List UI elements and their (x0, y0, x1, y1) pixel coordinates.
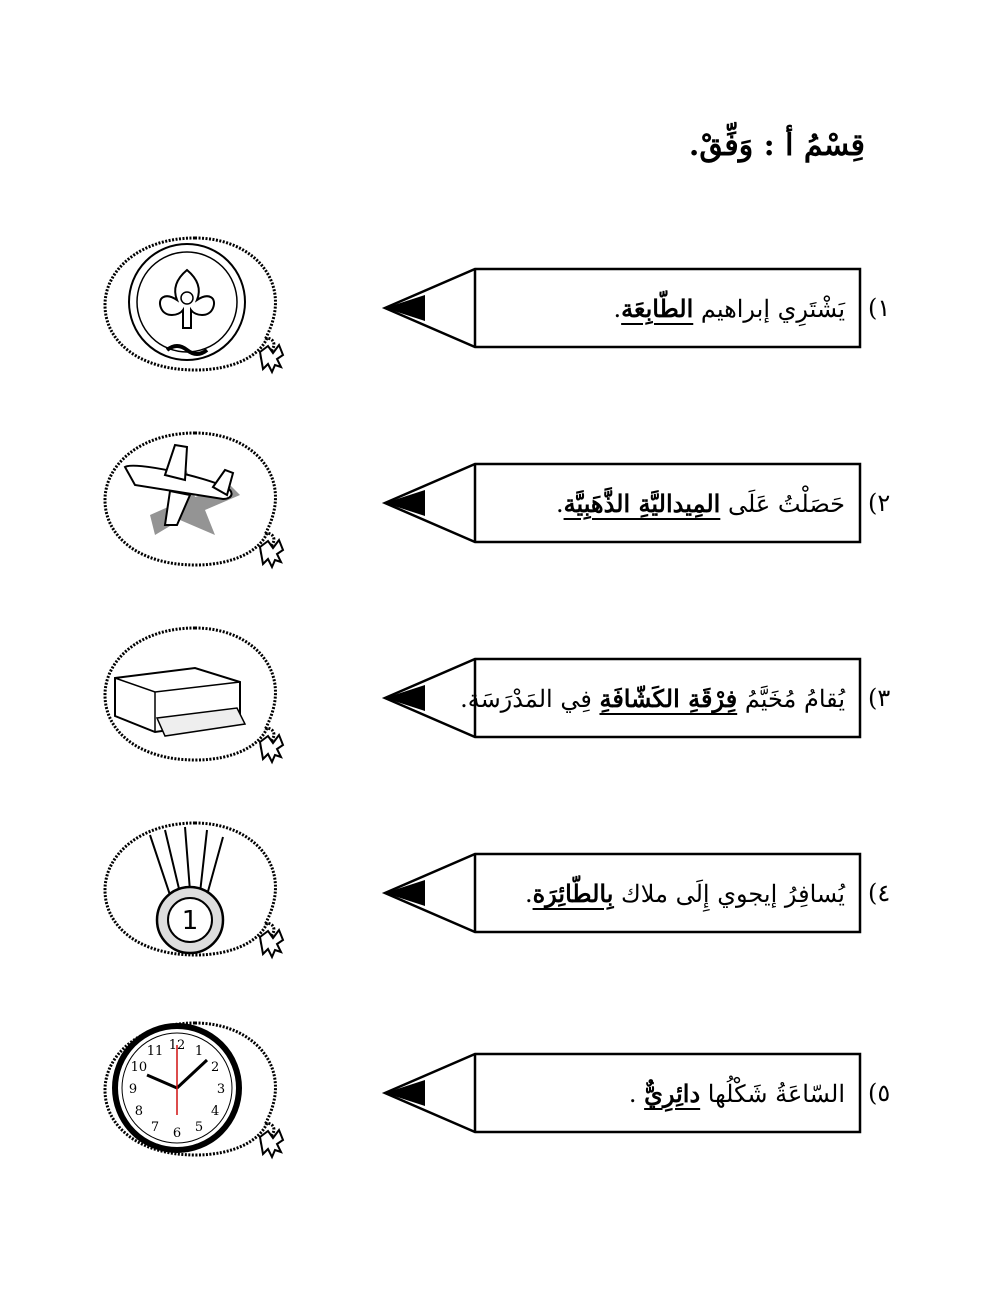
clock-icon[interactable] (95, 1015, 295, 1165)
match-row-3 (0, 620, 1000, 760)
item-number-1: ١) (868, 294, 891, 322)
airplane-icon[interactable] (95, 425, 295, 575)
worksheet-title: قِسْمُ أ : وَفِّقْ. (688, 128, 865, 163)
match-row-5 (0, 1015, 1000, 1155)
clock-numeral: 5 (194, 1120, 204, 1136)
item-number-2: ٢) (868, 489, 891, 517)
item-number-5: ٥) (868, 1079, 891, 1107)
medal-icon[interactable] (95, 815, 295, 965)
item-number-4: ٤) (868, 879, 891, 907)
keyword-3: فِرْقَةِ الكَشّافَةِ (599, 684, 738, 713)
printer-icon[interactable] (95, 620, 295, 770)
scout-emblem-icon[interactable] (95, 230, 295, 380)
sentence-2: حَصَلْتُ عَلَى المِيداليَّةِ الذَّهَبِيَّة. (555, 489, 845, 518)
clock-numeral: 8 (134, 1104, 144, 1119)
keyword-1: الطّابِعَة (621, 294, 694, 323)
clock-numeral: 7 (150, 1120, 160, 1136)
keyword-4: بِالطّائِرَة (532, 879, 614, 908)
sentence-4: يُسافِرُ إيجوي إِلَى ملاك بِالطّائِرَة. (524, 879, 845, 908)
clock-numeral: 9 (128, 1082, 138, 1097)
clock-numeral: 3 (216, 1082, 226, 1097)
clock-numeral: 2 (210, 1060, 220, 1075)
clock-numeral: 10 (130, 1060, 148, 1075)
keyword-5: دائِرِيٌّ (644, 1079, 701, 1108)
sentence-1: يَشْتَرِي إبراهيم الطّابِعَة. (613, 294, 845, 323)
keyword-2: المِيداليَّةِ الذَّهَبِيَّة (563, 489, 721, 518)
match-row-1 (0, 230, 1000, 370)
clock-numeral: 11 (146, 1043, 164, 1059)
match-row-2 (0, 425, 1000, 565)
svg-text:1: 1 (181, 906, 199, 936)
clock-numeral: 4 (210, 1104, 220, 1119)
clock-numeral: 1 (194, 1043, 204, 1059)
match-row-4 (0, 815, 1000, 955)
clock-numeral: 6 (172, 1126, 182, 1141)
item-number-3: ٣) (868, 684, 891, 712)
clock-numeral: 12 (168, 1038, 186, 1053)
sentence-3: يُقامُ مُخَيَّمُ فِرْقَةِ الكَشّافَةِ فِي المَدْرَسَة. (460, 684, 845, 713)
sentence-5: السّاعَةُ شَكْلُها دائِرِيٌّ . (628, 1079, 845, 1108)
